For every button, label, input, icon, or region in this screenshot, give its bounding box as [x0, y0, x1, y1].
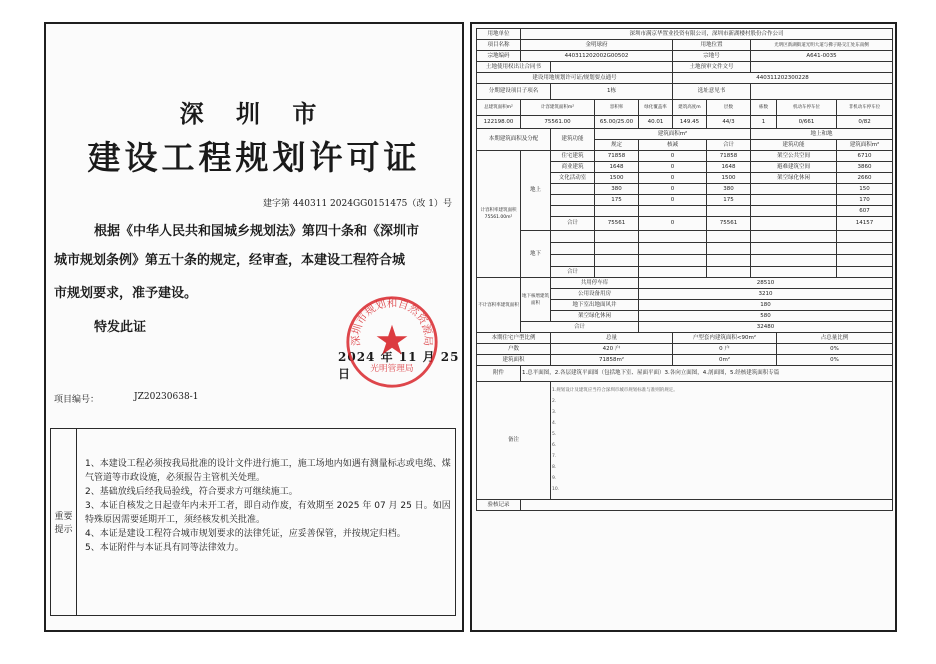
underground-label: 地上和地	[751, 129, 893, 140]
site-header: 总建筑面积m²	[477, 100, 521, 116]
housing-col-small: 户型套内建筑面积<90m²	[673, 333, 777, 344]
above-total-planned: 75561	[595, 217, 639, 231]
remark-line: 4.	[552, 421, 557, 426]
permit-number: 建字第 440311 2024GG0151475（改 1）号	[262, 199, 452, 209]
table-row: 607	[837, 206, 893, 217]
below-ground-label: 地下	[521, 231, 551, 278]
verification-log-value	[521, 500, 893, 511]
floor-area-group-label: 计容积率建筑面积75561.00m²	[477, 151, 521, 278]
table-row	[551, 206, 595, 217]
remark-line: 8.	[552, 465, 557, 470]
svg-text:光明管理局: 光明管理局	[370, 363, 414, 374]
table-row: 住宅建筑	[551, 151, 595, 162]
table-row: 0	[639, 173, 707, 184]
above-total-verified: 0	[639, 217, 707, 231]
above-ground-label: 地上	[521, 151, 551, 231]
site-header: 非机动车停车位	[837, 100, 893, 116]
non-fa-label: 不计容积率建筑面积	[477, 278, 521, 333]
city-heading: 深 圳 市	[179, 99, 329, 128]
land-contract-label: 土地使用权出让合同书	[477, 62, 551, 73]
remark-line: 6.	[552, 443, 557, 448]
table-row: 共用停车库	[551, 278, 639, 289]
project-name-value: 金明球府	[521, 40, 673, 51]
table-row: 架空绿化休闲	[551, 311, 639, 322]
units-ratio: 0%	[777, 344, 893, 355]
table-row: 0	[639, 184, 707, 195]
notes-header: 重要提示	[51, 429, 77, 615]
table-row: 71858	[707, 151, 751, 162]
attachment-text: 1.总平面图，2.各层建筑平面图（包括地下室、屋面平面）3.各向立面图，4.剖面图，5.经核建筑面积专篇	[521, 366, 893, 382]
permit-title: 建设工程规划许可证	[87, 138, 421, 177]
note-item: 5、本证附件与本证具有同等法律效力。	[85, 543, 244, 553]
below-total-label: 合计	[551, 267, 595, 278]
legal-basis-line-1: 根据《中华人民共和国城乡规划法》第四十条和《深圳市	[94, 224, 420, 239]
table-row: 3860	[837, 162, 893, 173]
note-item: 1、本建设工程必须按我局批准的设计文件进行施工，施工场地内如遇有测量标志或电缆、煤气管道等市政设施，必须报告主管机关处理。	[85, 459, 451, 483]
project-number: JZ20230638-1	[134, 392, 199, 402]
table-row	[751, 184, 837, 195]
location-label: 用地位置	[673, 40, 751, 51]
table-row: 避难建筑空间	[751, 162, 837, 173]
table-row: 71858	[595, 151, 639, 162]
table-row: 商业建筑	[551, 162, 595, 173]
parcel-no-label: 宗地号	[673, 51, 751, 62]
table-row: 0	[639, 162, 707, 173]
site-header: 栋数	[751, 100, 777, 116]
remark-line: 10.	[552, 487, 560, 492]
applicant-label: 用地单位	[477, 29, 521, 40]
housing-col-total: 总量	[551, 333, 673, 344]
area-total: 71858m²	[551, 355, 673, 366]
remark-line: 2.	[552, 399, 557, 404]
table-row: 1500	[595, 173, 639, 184]
remark-line: 3.	[552, 410, 557, 415]
remarks-text	[551, 382, 893, 500]
site-header: 层数	[707, 100, 751, 116]
units-small: 0 户	[673, 344, 777, 355]
applicant-value: 深圳市满京华置业投资有限公司，深圳市新湖楼村股份合作公司	[521, 29, 893, 40]
area-small: 0m²	[673, 355, 777, 366]
subproject-label: 分期建设项目子项名	[477, 84, 551, 100]
site-header: 容积率	[595, 100, 639, 116]
table-row: 架空绿化休闲	[751, 173, 837, 184]
table-row: 2660	[837, 173, 893, 184]
table-row: 180	[639, 300, 893, 311]
table-row: 380	[707, 184, 751, 195]
table-row	[707, 206, 751, 217]
subproject-count: 1栋	[551, 84, 673, 100]
table-row: 150	[837, 184, 893, 195]
site-value: 122198.00	[477, 116, 521, 129]
table-row: 28510	[639, 278, 893, 289]
table-row	[595, 206, 639, 217]
site-value: 149.45	[673, 116, 707, 129]
land-file-label: 土地预审文件文号	[673, 62, 751, 73]
non-fa-total-label: 合计	[521, 322, 639, 333]
area-unit-label: 建筑面积m²	[595, 129, 751, 140]
area-label: 建筑面积	[477, 355, 551, 366]
official-seal-icon	[344, 294, 440, 390]
project-number-label: 项目编号：	[54, 395, 100, 405]
site-header: 绿化覆盖率	[639, 100, 673, 116]
area-ratio: 0%	[777, 355, 893, 366]
attachment-label: 附件	[477, 366, 521, 382]
planning-file-label: 建设用地规划许可证/规划要点通号	[477, 73, 673, 84]
function-label: 建筑功能	[551, 129, 595, 151]
remark-line: 9.	[552, 476, 557, 481]
above-total-total: 75561	[707, 217, 751, 231]
above-total-spacer	[751, 217, 837, 231]
opinion-label: 选址意见书	[673, 84, 751, 100]
opinion-value	[751, 84, 893, 100]
table-row: 175	[707, 195, 751, 206]
above-total-label: 合计	[551, 217, 595, 231]
remark-line: 5.	[552, 432, 557, 437]
planning-file-value: 440311202300228	[673, 73, 893, 84]
units-label: 户数	[477, 344, 551, 355]
col-total: 合计	[707, 140, 751, 151]
note-item: 2、基础放线后经我局验线，符合要求方可继续施工。	[85, 487, 298, 497]
table-row	[751, 206, 837, 217]
table-row: 公用设备用房	[551, 289, 639, 300]
legal-basis-line-2: 城市规划条例》第五十条的规定，经审查，本建设工程符合城	[54, 253, 406, 268]
table-row: 架空公共空间	[751, 151, 837, 162]
note-item: 4、本证是建设工程符合城市规划要求的法律凭证，应妥善保管，并按规定归档。	[85, 529, 406, 539]
important-notes-box	[50, 428, 456, 616]
site-header: 机动车停车位	[777, 100, 837, 116]
project-details-table	[476, 28, 893, 511]
table-row: 380	[595, 184, 639, 195]
site-value: 1	[751, 116, 777, 129]
site-header: 计容建筑面积m²	[521, 100, 595, 116]
remark-line: 1.规划设计及建筑应当符合深圳市城市规划标准与准则的规定。	[552, 388, 678, 393]
site-value: 44/3	[707, 116, 751, 129]
legal-basis-line-3: 市规划要求，准予建设。	[54, 286, 198, 301]
table-row: 1648	[707, 162, 751, 173]
project-details-panel	[470, 22, 897, 632]
col-function-right: 建筑功能	[751, 140, 837, 151]
table-row	[751, 195, 837, 206]
non-fa-total: 32480	[639, 322, 893, 333]
parcel-no-value: A641-0035	[751, 51, 893, 62]
project-name-label: 项目名称	[477, 40, 521, 51]
above-total-right: 14157	[837, 217, 893, 231]
remark-line: 7.	[552, 454, 557, 459]
area-distribution-label: 本期建筑面积及分配	[477, 129, 551, 151]
site-header: 建筑高度m	[673, 100, 707, 116]
table-row: 地下室出地面风井	[551, 300, 639, 311]
parcel-code-label: 宗地编码	[477, 51, 521, 62]
table-row	[551, 184, 595, 195]
site-value: 40.01	[639, 116, 673, 129]
table-row: 1648	[595, 162, 639, 173]
table-row: 1500	[707, 173, 751, 184]
housing-col-ratio: 占总量比例	[777, 333, 893, 344]
land-contract-value	[551, 62, 673, 73]
table-row: 0	[639, 151, 707, 162]
site-value: 0/661	[777, 116, 837, 129]
table-row: 3210	[639, 289, 893, 300]
site-value: 0/82	[837, 116, 893, 129]
col-verified: 核减	[639, 140, 707, 151]
svg-text:深圳市规划和自然资源局: 深圳市规划和自然资源局	[350, 297, 434, 347]
table-row: 文化活动室	[551, 173, 595, 184]
remarks-label: 备注	[477, 382, 551, 500]
table-row: 0	[639, 195, 707, 206]
table-row	[551, 195, 595, 206]
parcel-code-value: 440311202002G00502	[521, 51, 673, 62]
special-issue-text: 特发此证	[94, 320, 147, 335]
site-value: 65.00/25.00	[595, 116, 639, 129]
units-total: 420 户	[551, 344, 673, 355]
site-value: 75561.00	[521, 116, 595, 129]
col-planned: 规定	[595, 140, 639, 151]
table-row	[639, 206, 707, 217]
table-row: 580	[639, 311, 893, 322]
table-row: 175	[595, 195, 639, 206]
table-row: 170	[837, 195, 893, 206]
issue-date: 2024 年 11 月 25 日	[338, 350, 460, 381]
table-row: 6710	[837, 151, 893, 162]
non-fa-sub-label: 地下核增建筑面积	[521, 278, 551, 322]
location-value: 光明区新湖街道光明大道与佛子路交汇处东南侧	[751, 40, 893, 51]
col-area-right: 建筑面积m²	[837, 140, 893, 151]
note-item: 3、本证自核发之日起壹年内未开工者，即自动作废，有效期至 2025 年 07 月 25 日。如因特殊原因需要延期开工，须经核发机关批准。	[85, 501, 451, 525]
permit-certificate-panel	[44, 22, 464, 632]
notes-list	[85, 457, 451, 555]
land-file-value	[751, 62, 893, 73]
verification-log-label: 验核记录	[477, 500, 521, 511]
housing-label: 本期住宅户型比例	[477, 333, 551, 344]
